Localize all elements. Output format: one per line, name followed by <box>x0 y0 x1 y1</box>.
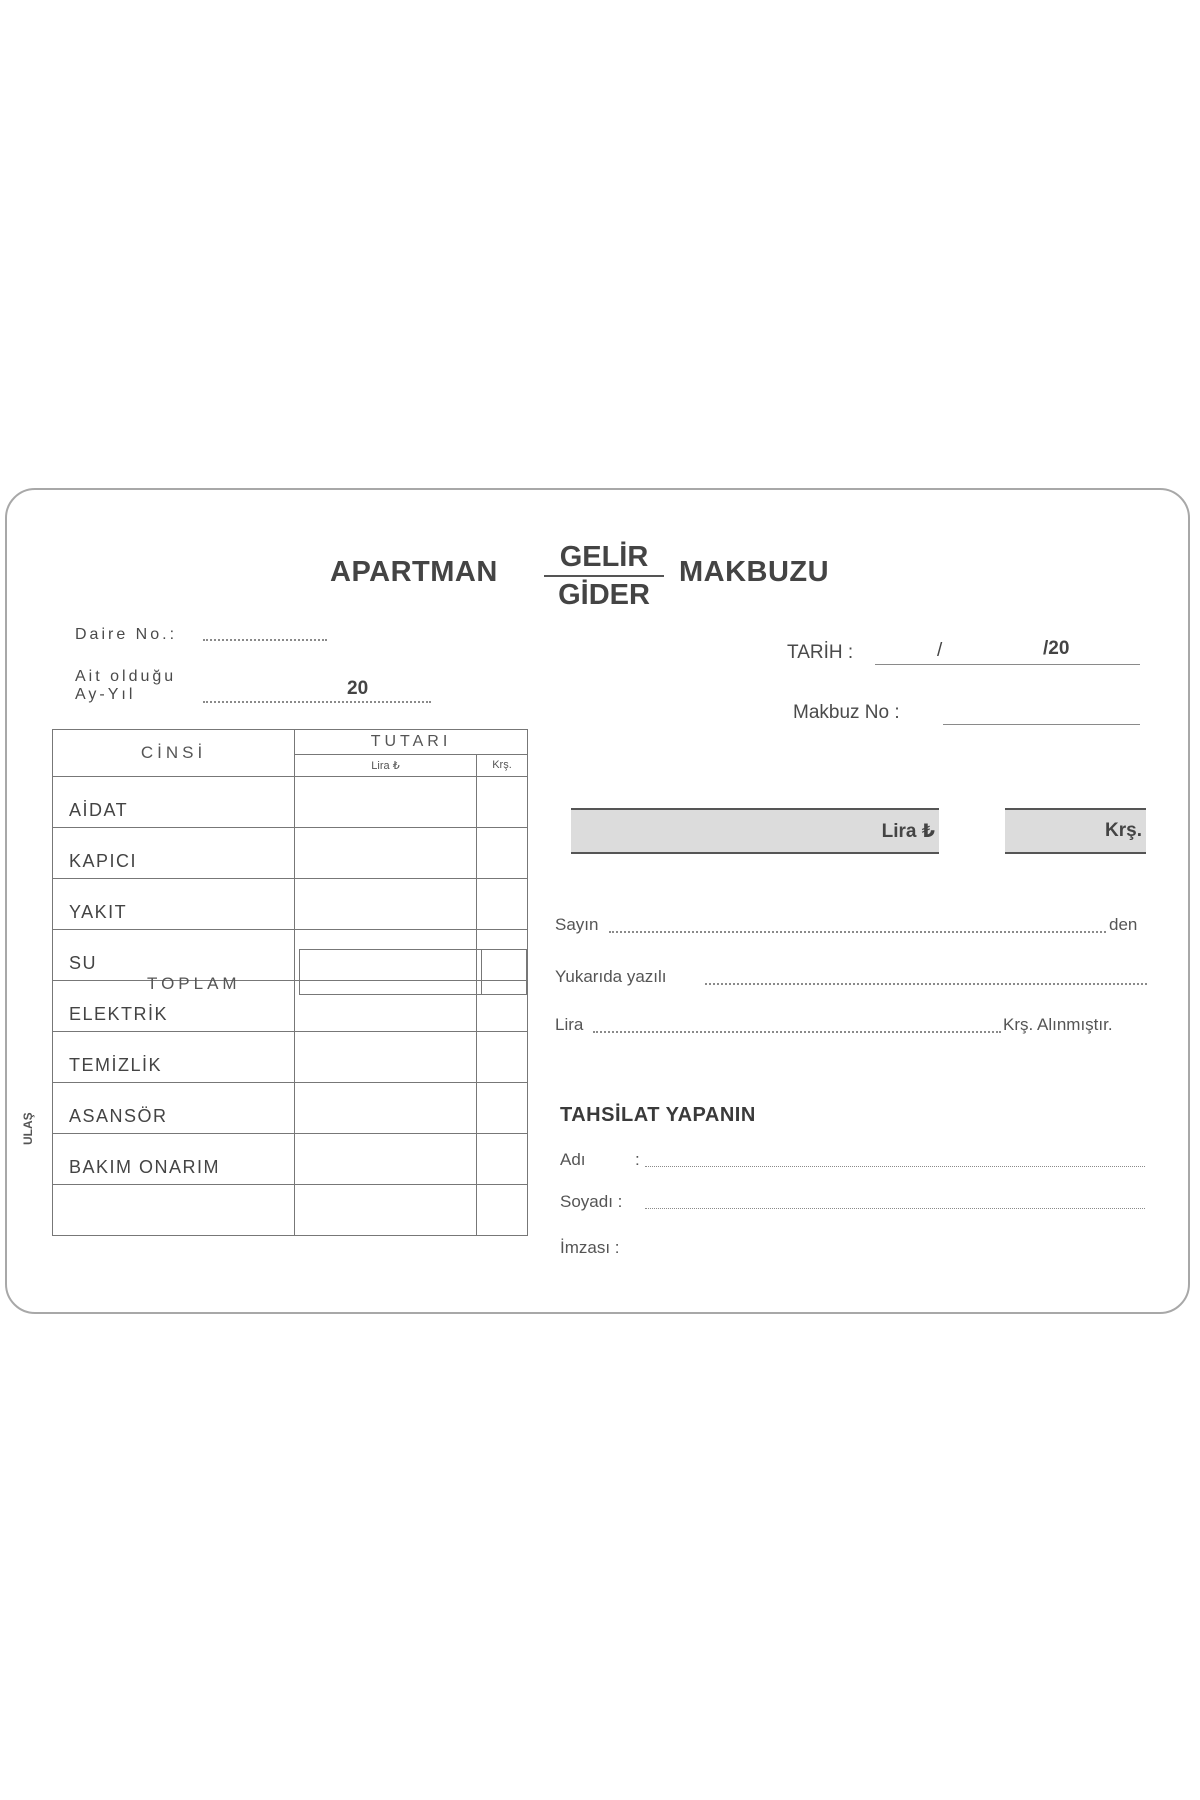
title-gelir: GELİR <box>559 541 649 573</box>
col-cinsi: CİNSİ <box>53 730 295 777</box>
makbuz-no-label: Makbuz No : <box>793 702 900 723</box>
soyadi-field[interactable] <box>645 1208 1145 1209</box>
makbuz-no-field[interactable] <box>943 724 1140 725</box>
amount-lira-cell[interactable] <box>295 828 477 879</box>
lira-text-label: Lira <box>555 1015 584 1034</box>
fraction-bar <box>544 575 664 577</box>
amount-krs-cell[interactable] <box>477 828 528 879</box>
receipt-card <box>5 488 1190 1314</box>
total-label: TOPLAM <box>147 974 241 993</box>
amount-lira-cell[interactable] <box>295 1032 477 1083</box>
item-su: SU <box>53 930 295 981</box>
item-elektrik: ELEKTRİK <box>53 981 295 1032</box>
item-asansor: ASANSÖR <box>53 1083 295 1134</box>
amount-lira-cell[interactable] <box>295 1185 477 1236</box>
amount-krs-cell[interactable] <box>477 777 528 828</box>
amount-krs-cell[interactable] <box>477 1134 528 1185</box>
ay-yil-field[interactable] <box>203 701 431 703</box>
title-income-expense <box>544 540 664 612</box>
collector-heading: TAHSİLAT YAPANIN <box>560 1104 756 1126</box>
total-divider <box>481 950 482 994</box>
amount-lira-label: Lira ₺ <box>881 821 935 842</box>
ait-oldugu-label: Ait olduğu <box>75 668 177 685</box>
amount-lira-cell[interactable] <box>295 1134 477 1185</box>
adi-field[interactable] <box>645 1166 1145 1167</box>
daire-no-field[interactable] <box>203 639 327 641</box>
yukarida-field[interactable] <box>705 983 1147 985</box>
item-temizlik: TEMİZLİK <box>53 1032 295 1083</box>
amount-krs-cell[interactable] <box>477 1032 528 1083</box>
table-row <box>53 1032 528 1083</box>
table-row <box>53 1185 528 1236</box>
title-makbuzu: MAKBUZU <box>679 556 830 588</box>
amount-krs-cell[interactable] <box>477 1083 528 1134</box>
adi-colon: : <box>635 1150 640 1169</box>
yukarida-label: Yukarıda yazılı <box>555 967 667 986</box>
soyadi-label: Soyadı : <box>560 1192 623 1211</box>
col-krs: Krş. <box>477 754 528 776</box>
title-apartman: APARTMAN <box>330 556 498 588</box>
title-gider: GİDER <box>558 579 650 611</box>
item-yakit: YAKIT <box>53 879 295 930</box>
den-label: den <box>1109 915 1138 934</box>
amount-krs-label: Krş. <box>1105 820 1142 841</box>
krs-alinmistir-label: Krş. Alınmıştır. <box>1003 1015 1113 1034</box>
sayin-field[interactable] <box>609 931 1106 933</box>
table-row <box>53 1134 528 1185</box>
date-year: /20 <box>1043 638 1070 659</box>
amount-krs-cell[interactable] <box>477 1185 528 1236</box>
tarih-field[interactable] <box>875 664 1140 665</box>
amount-krs-cell[interactable] <box>477 879 528 930</box>
adi-label: Adı <box>560 1150 586 1169</box>
brand-mark: ULAŞ <box>21 1112 35 1145</box>
amount-lira-cell[interactable] <box>295 1083 477 1134</box>
sayin-label: Sayın <box>555 915 599 934</box>
imzasi-label: İmzası : <box>560 1238 620 1257</box>
table-row <box>53 1083 528 1134</box>
col-lira: Lira ₺ <box>295 754 477 776</box>
item-bakim-onarim: BAKIM ONARIM <box>53 1134 295 1185</box>
daire-no-label: Daire No.: <box>75 626 178 643</box>
amount-lira-box[interactable] <box>571 808 939 854</box>
tarih-label: TARİH : <box>787 642 854 663</box>
item-blank[interactable] <box>53 1185 295 1236</box>
table-row <box>53 828 528 879</box>
total-field[interactable] <box>299 949 527 995</box>
amount-lira-cell[interactable] <box>295 879 477 930</box>
amount-lira-cell[interactable] <box>295 777 477 828</box>
ay-yil-year: 20 <box>347 678 369 699</box>
table-row <box>53 879 528 930</box>
amount-krs-box[interactable] <box>1005 808 1146 854</box>
table-row <box>53 777 528 828</box>
date-separator: / <box>937 640 943 661</box>
item-kapici: KAPICI <box>53 828 295 879</box>
col-tutari: TUTARI <box>295 730 528 755</box>
ay-yil-label: Ay-Yıl <box>75 686 136 703</box>
lira-text-field[interactable] <box>593 1031 1001 1033</box>
item-aidat: AİDAT <box>53 777 295 828</box>
